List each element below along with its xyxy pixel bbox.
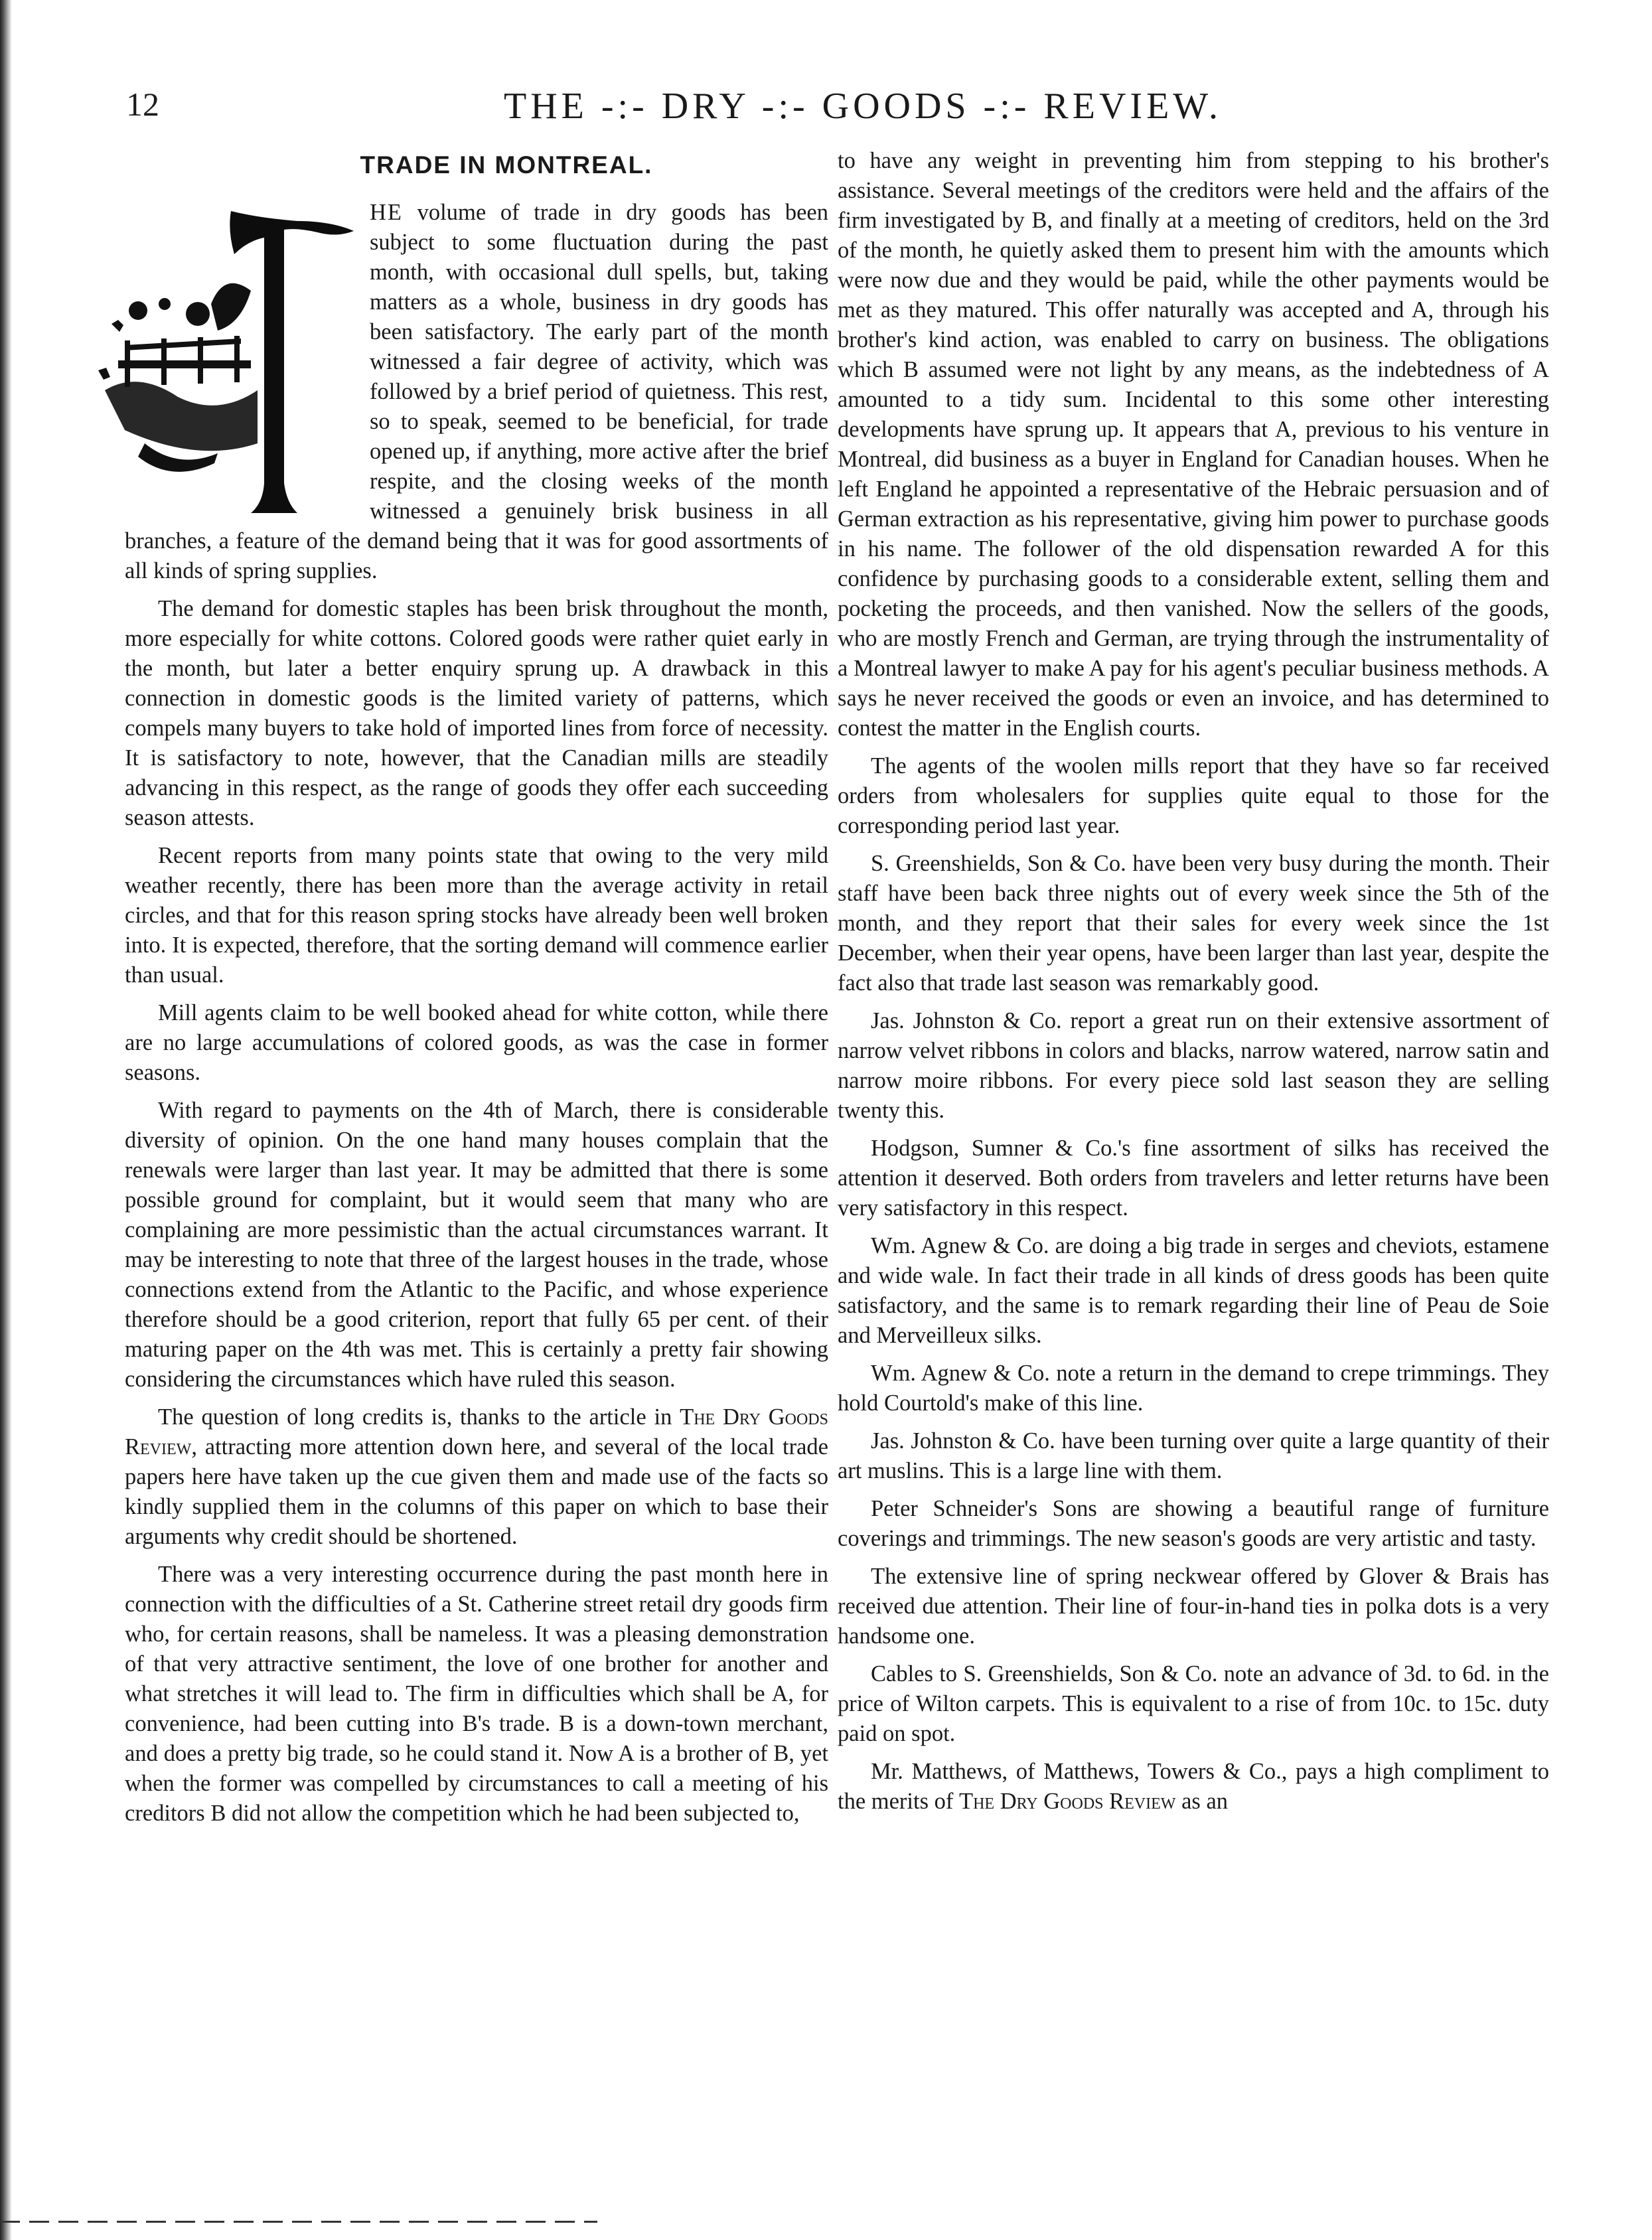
paragraph-6-text-b: , attracting more attention down here, and several of the local trade papers here have taken up the cue given them and made use of the facts so kindly supplied them in the columns of this paper on which to base their arguments why credit should be shortened. bbox=[125, 1434, 828, 1549]
right-column bbox=[838, 146, 1549, 1825]
paragraph-12: Wm. Agnew & Co. are doing a big trade in serges and cheviots, estamene and wide wale. In fact their trade in all kinds of dress goods has been quite satisfactory, and the same is to remark regarding their line of Peau de Soie and Merveilleux silks. bbox=[838, 1233, 1549, 1348]
footer-rule bbox=[0, 2221, 597, 2223]
drop-cap-illustration bbox=[98, 191, 360, 516]
paragraph-11: Hodgson, Sumner & Co.'s fine assortment of silks has received the attention it deserved. Both orders from travelers and letter returns have been very satisfactory in this respect. bbox=[838, 1136, 1549, 1221]
paragraph-7: There was a very interesting occurrence during the past month here in connection with the difficulties of a St. Catherine street retail dry goods firm who, for certain reasons, shall be nameless. It was a pleasing demonstration of that very attractive sentiment, the love of one brother for another and what stretches it will lead to. The firm in difficulties which shall be A, for convenience, had been cutting into B's trade. B is a down-town merchant, and does a pretty big trade, so he could stand it. Now A is a brother of B, yet when the former was compelled by circumstances to call a meeting of his creditors B did not allow the competition which he had been subjected to, bbox=[125, 1562, 828, 1826]
paragraph-1-opening: HE bbox=[370, 200, 403, 225]
paragraph-18-text-b: as an bbox=[1175, 1789, 1229, 1814]
page-header bbox=[100, 85, 1566, 145]
paragraph-4: Mill agents claim to be well booked ahead for white cotton, while there are no large accumulations of colored goods, as was the case in former seasons. bbox=[125, 1000, 828, 1085]
paragraph-3: Recent reports from many points state that owing to the very mild weather recently, there has been more than the average activity in retail circles, and that for this reason spring stocks have already been well broken into. It is expected, therefore, that the sorting demand will commence earlier than usual. bbox=[125, 843, 828, 988]
publication-name: The Dry Goods Review bbox=[959, 1789, 1176, 1814]
paragraph-18-text-a: Mr. Matthews, of Matthews, Towers & Co., pays a high compliment to the merits of bbox=[838, 1759, 1549, 1814]
paragraph-8: The agents of the woolen mills report that they have so far received orders from wholesalers for supplies quite equal to those for the corresponding period last year. bbox=[838, 753, 1549, 838]
paragraph-18 bbox=[838, 1757, 1549, 1817]
paragraph-17: Cables to S. Greenshields, Son & Co. note an advance of 3d. to 6d. in the price of Wilton carpets. This is equivalent to a rise of from 10c. to 15c. duty paid on spot. bbox=[838, 1661, 1549, 1746]
paragraph-15: Peter Schneider's Sons are showing a beautiful range of furniture coverings and trimmings. The new season's goods are very artistic and tasty. bbox=[838, 1496, 1549, 1551]
page-number: 12 bbox=[126, 86, 159, 123]
scan-edge bbox=[0, 0, 12, 2240]
paragraph-1-text: volume of trade in dry goods has been subject to some fluctuation during the past month, with occasional dull spells, but, taking matters as a whole, business in dry goods has been satisfactory. The early part of the month witnessed a fair degree of activity, which was followed by a brief period of quietness. This rest, so to speak, seemed to be beneficial, for trade opened up, if anything, more active after the brief respite, and the closing weeks of the month witnessed a genuinely brisk business in all branches, a feature of the demand being that it was for good assortments of all kinds of spring supplies. bbox=[125, 200, 828, 583]
publication-name: The Dry Goods Review bbox=[125, 1404, 828, 1459]
paragraph-5: With regard to payments on the 4th of March, there is considerable diversity of opinion. On the one hand many houses complain that the renewals were larger than last year. It may be admitted that there is some possible ground for complaint, but it would seem that many who are complaining are more pessimistic than the actual circumstances warrant. It may be interesting to note that three of the largest houses in the trade, whose connections extend from the Atlantic to the Pacific, and whose experience therefore should be a good criterion, report that fully 65 per cent. of their maturing paper on the 4th was met. This is certainly a pretty fair showing considering the circumstances which have ruled this season. bbox=[125, 1098, 828, 1392]
paragraph-1 bbox=[125, 198, 828, 586]
paragraph-2: The demand for domestic staples has been brisk throughout the month, more especially for white cottons. Colored goods were rather quiet early in the month, but later a better enquiry sprung up. A drawback in this connection in domestic goods is the limited variety of patterns, which compels many buyers to take hold of imported lines from force of necessity. It is satisfactory to note, however, that the Canadian mills are steadily advancing in this respect, as the range of goods they offer each succeeding season attests. bbox=[125, 596, 828, 830]
paragraph-9: S. Greenshields, Son & Co. have been very busy during the month. Their staff have been back three nights out of every week since the 5th of the month, and they report that their sales for every week since the 1st December, when their year opens, have been larger than last year, despite the fact also that trade last season was remarkably good. bbox=[838, 851, 1549, 996]
paragraph-14: Jas. Johnston & Co. have been turning over quite a large quantity of their art muslins. This is a large line with them. bbox=[838, 1428, 1549, 1483]
paragraph-6 bbox=[125, 1402, 828, 1552]
left-column bbox=[125, 146, 828, 1836]
paragraph-10: Jas. Johnston & Co. report a great run on their extensive assortment of narrow velvet ribbons in colors and blacks, narrow watered, narrow satin and narrow moire ribbons. For every piece sold last season they are selling twenty this. bbox=[838, 1008, 1549, 1123]
running-title: THE -:- DRY -:- GOODS -:- REVIEW. bbox=[504, 86, 1222, 127]
paragraph-6-text-a: The question of long credits is, thanks to the article in bbox=[158, 1404, 680, 1430]
paragraph-13: Wm. Agnew & Co. note a return in the demand to crepe trimmings. They hold Courtold's make of this line. bbox=[838, 1361, 1549, 1416]
paragraph-16: The extensive line of spring neckwear offered by Glover & Brais has received due attention. Their line of four-in-hand ties in polka dots is a very handsome one. bbox=[838, 1564, 1549, 1649]
article-title: TRADE IN MONTREAL. bbox=[360, 151, 653, 179]
paragraph-7-continued: to have any weight in preventing him from stepping to his brother's assistance. Several meetings of the creditors were held and the affairs of the firm investigated by B, and finally at a meeting of creditors, held on the 3rd of the month, he quietly asked them to present him with the amounts which were now due and they would be paid, while the other payments would be met as they matured. This offer naturally was accepted and A, through his brother's kind action, was enabled to carry on business. The obligations which B assumed were not light by any means, as the indebtedness of A amounted to a tidy sum. Incidental to this some other interesting developments have sprung up. It appears that A, previous to his venture in Montreal, did business as a buyer in England for Canadian houses. When he left England he appointed a representative of the Hebraic persuasion and of German extraction as his representative, giving him power to purchase goods in his name. The follower of the old dispensation rewarded A for this confidence by purchasing goods to a considerable extent, selling them and pocketing the proceeds, and then vanished. Now the sellers of the goods, who are mostly French and German, are trying through the instrumentality of a Montreal lawyer to make A pay for his agent's peculiar business methods. A says he never received the goods or even an invoice, and has determined to contest the matter in the English courts. bbox=[838, 148, 1549, 741]
